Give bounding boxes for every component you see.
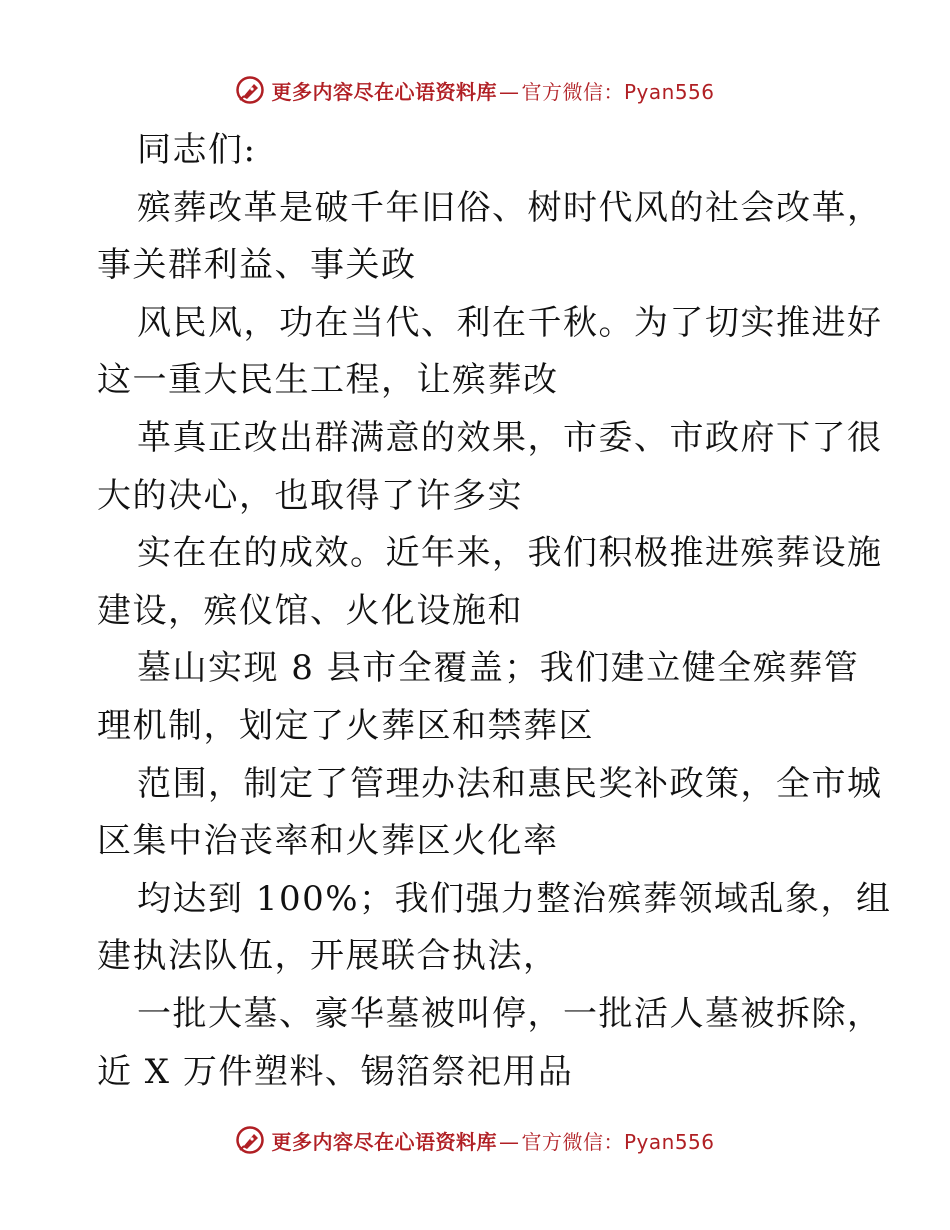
paragraph-line: 事关群利益、事关政: [97, 245, 417, 286]
paragraph-line: 风民风，功在当代、利在千秋。为了切实推进好: [137, 302, 883, 343]
paragraph-line: 大的决心，也取得了许多实: [97, 475, 523, 516]
watermark-main-text: 更多内容尽在心语资料库: [271, 1129, 497, 1154]
watermark-dash: —: [498, 79, 520, 104]
watermark-suffix-text: 官方微信：: [521, 79, 624, 104]
watermark-wechat-id: Pyan556: [623, 79, 715, 104]
watermark-main-text: 更多内容尽在心语资料库: [271, 79, 497, 104]
paragraph-line: 一批大墓、豪华墓被叫停，一批活人墓被拆除，: [137, 993, 883, 1034]
paragraph-line: 近 X 万件塑料、锡箔祭祀用品: [97, 1051, 574, 1092]
pen-nib-logo-icon: [235, 75, 265, 105]
document-body: [97, 122, 892, 1101]
footer-watermark: [0, 1120, 950, 1160]
watermark-wechat-id: Pyan556: [623, 1129, 715, 1154]
paragraph-line: 墓山实现 8 县市全覆盖；我们建立健全殡葬管: [137, 648, 860, 689]
paragraph-line: 建执法队伍，开展联合执法，: [97, 936, 559, 977]
salutation-line: 同志们:: [137, 130, 257, 170]
paragraph-line: 革真正改出群满意的效果，市委、市政府下了很: [137, 417, 883, 458]
watermark-suffix-text: 官方微信：: [521, 1129, 624, 1154]
paragraph-line: 范围，制定了管理办法和惠民奖补政策，全市城: [137, 763, 883, 804]
watermark-text: [271, 76, 714, 105]
paragraph-line: 建设，殡仪馆、火化设施和: [97, 590, 523, 631]
header-watermark: [0, 70, 950, 110]
paragraph-line: 实在在的成效。近年来，我们积极推进殡葬设施: [137, 533, 883, 574]
paragraph-line: 这一重大民生工程，让殡葬改: [97, 360, 559, 401]
watermark-text: [271, 1126, 714, 1155]
watermark-dash: —: [498, 1129, 520, 1154]
pen-nib-logo-icon: [235, 1125, 265, 1155]
paragraph-line: 理机制，划定了火葬区和禁葬区: [97, 705, 594, 746]
paragraph-line: 殡葬改革是破千年旧俗、树时代风的社会改革，: [137, 187, 883, 228]
paragraph-line: 均达到 100%；我们强力整治殡葬领域乱象，组: [137, 878, 892, 919]
paragraph-line: 区集中治丧率和火葬区火化率: [97, 821, 559, 862]
